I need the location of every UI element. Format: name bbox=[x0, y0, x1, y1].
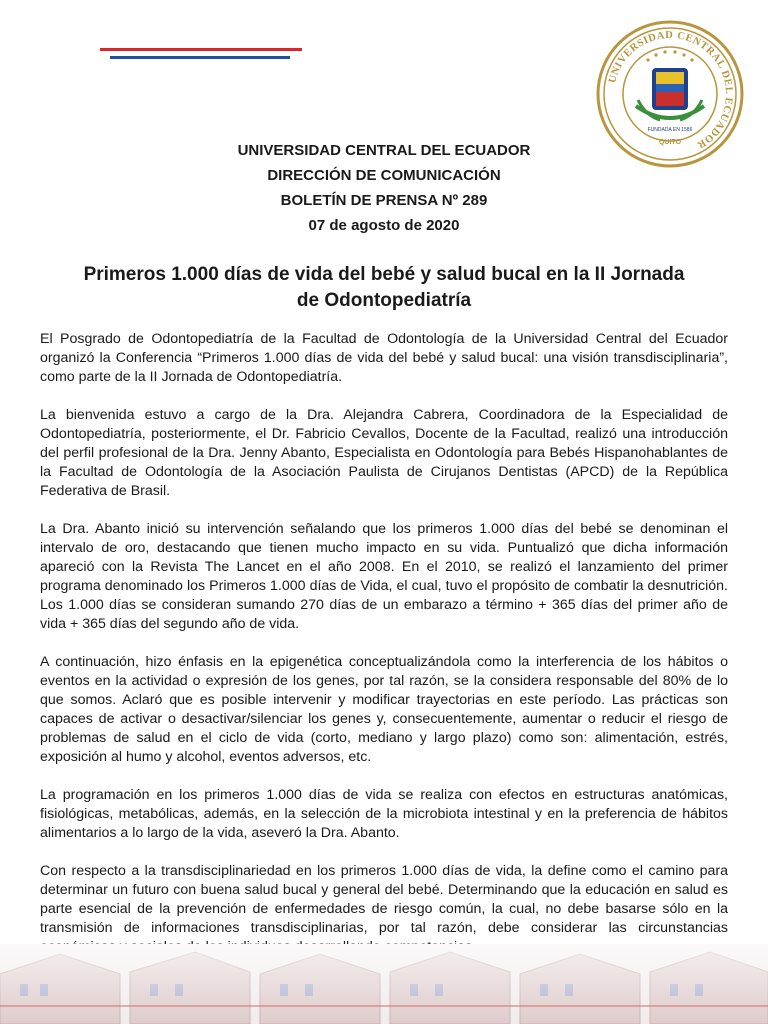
paragraph: La bienvenida estuvo a cargo de la Dra. Alejandra Cabrera, Coordinadora de la Especialidad de Odontopediatría, posteriormente, el Dr. Fabricio Cevallos, Docente de la Facultad, realizó una introducción del perfil profesional de la Dra. Jenny Abanto, Especialista en Odontología para Bebés Hispanohablantes de la Facultad de Odontología de la Asociación Paulista de Cirujanos Dentistas (APCD) de la República Federativa de Brasil. bbox=[40, 407, 728, 499]
svg-text:FUNDADA EN 1586: FUNDADA EN 1586 bbox=[647, 127, 693, 133]
red-line bbox=[100, 48, 302, 51]
paragraph: Con respecto a la transdisciplinariedad en los primeros 1.000 días de vida, la define como el camino para determinar un futuro con buena salud bucal y general del bebé. Determinando que la educación en salud es parte esencial de la prevención de enfermedades de riesgo común, la cual, no debe basarse sólo en la transmisión de informaciones transdisciplinarias, por tal razón, debe considerar las circunstancias bbox=[40, 863, 728, 936]
paragraph: La programación en los primeros 1.000 días de vida se realiza con efectos en estructuras anatómicas, fisiológicas, metabólicas, además, en la selección de la microbiota intestinal y en la preferencia de hábitos alimentarios a lo largo de la vida, aseveró la Dra. Abanto. bbox=[40, 787, 728, 841]
title-line-2: de Odontopediatría bbox=[296, 290, 472, 311]
university-name: UNIVERSIDAD CENTRAL DEL ECUADOR bbox=[237, 142, 531, 159]
header-flag-lines bbox=[100, 48, 302, 64]
article-title bbox=[60, 262, 708, 314]
paragraph: La Dra. Abanto inició su intervención señalando que los primeros 1.000 días del bebé se denominan el intervalo de oro, destacando que tienen mucho impacto en su vida. Puntualizó que dicha información apareció con la Revista The Lancet en el año 2008. En el 2010, se realizó el lanzamiento del primer programa denominado los Primeros 1.000 días de Vida, el cual, tuvo el propósito de combatir la desnutrición. Los 1.000 días se consideran sumando 270 días de un embarazo a término + 365 días del primer año de vida + 365 días del segundo año de vida. bbox=[40, 521, 728, 632]
svg-text:QUITO: QUITO bbox=[658, 139, 682, 146]
svg-text:UNIVERSIDAD CENTRAL DEL ECUADO: UNIVERSIDAD CENTRAL DEL ECUADOR bbox=[607, 29, 735, 151]
paragraph: El Posgrado de Odontopediatría de la Facultad de Odontología de la Universidad Central del Ecuador organizó la Conferencia “Primeros 1.000 días de vida del bebé y salud bucal: una visión transdisciplinaria”, como parte de la II Jornada de Odontopediatría. bbox=[40, 331, 728, 385]
title-line-1: Primeros 1.000 días de vida del bebé y salud bucal en la II Jornada bbox=[83, 264, 685, 285]
blue-line bbox=[110, 56, 290, 59]
footer-building-banner bbox=[0, 944, 768, 1024]
article-body bbox=[40, 330, 728, 957]
department-name: DIRECCIÓN DE COMUNICACIÓN bbox=[267, 167, 501, 184]
release-date: 07 de agosto de 2020 bbox=[308, 217, 460, 234]
bulletin-number: BOLETÍN DE PRENSA Nº 289 bbox=[280, 192, 488, 209]
press-release-header bbox=[0, 138, 768, 238]
paragraph: A continuación, hizo énfasis en la epigenética conceptualizándola como la interferencia de los hábitos o eventos en la actividad o expresión de los genes, por tal razón, se la considera responsable del 80% de lo que somos. Aclaró que es posible intervenir y modificar trayectorias en este período. Las prácticas son capaces de activar o desactivar/silenciar los genes y, consecuentemente, aumentar o reducir el riesgo de problemas de salud en el ciclo de vida (corto, mediano y largo plazo) como son: alimentación, estrés, exposición al humo y alcohol, eventos adversos, etc. bbox=[40, 654, 728, 765]
